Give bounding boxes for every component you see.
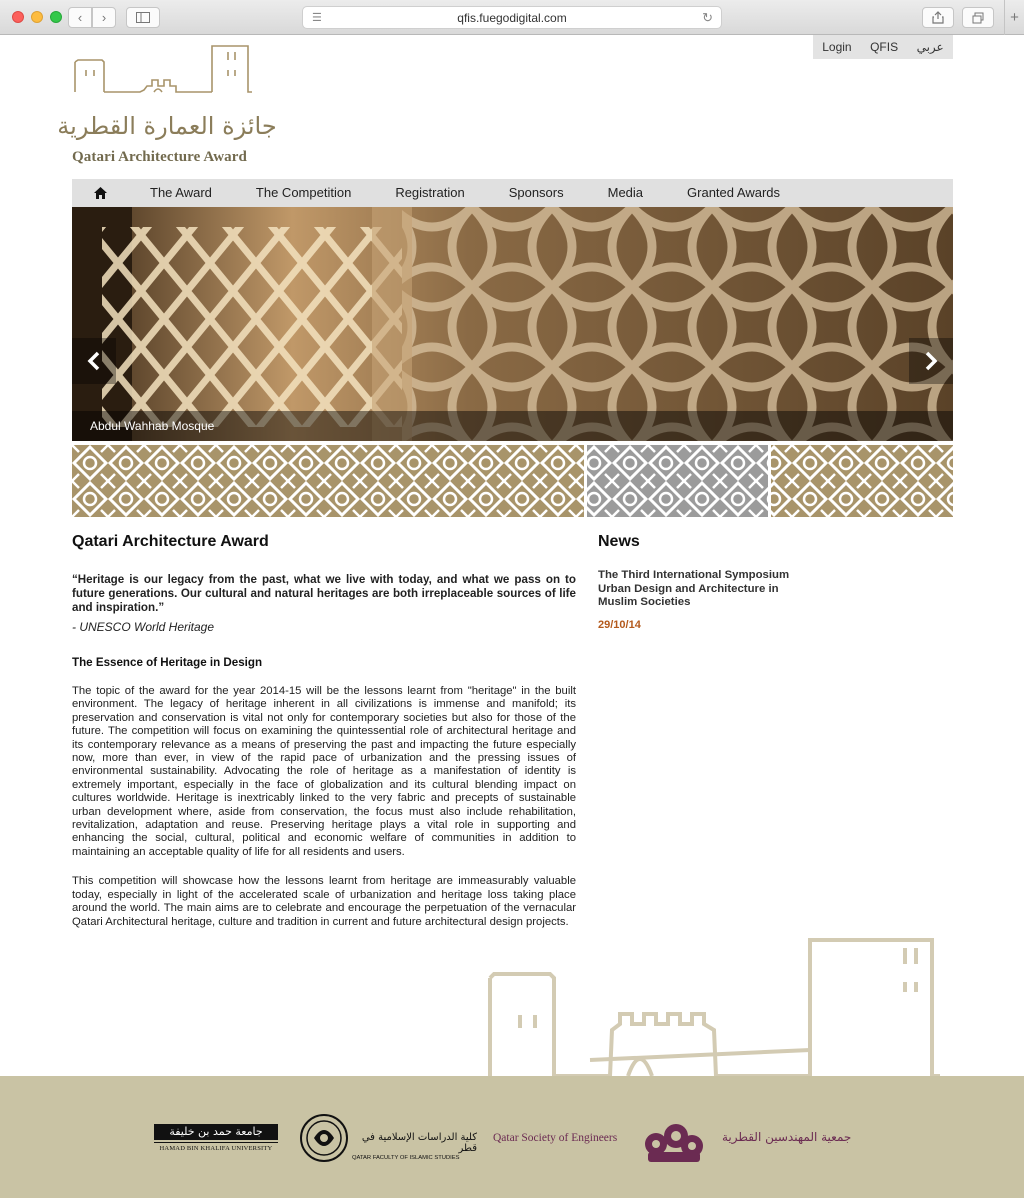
slider-next-button[interactable]	[909, 338, 953, 384]
chevron-right-icon	[924, 351, 938, 371]
nav-item-the-award[interactable]: The Award	[150, 185, 212, 200]
hbku-logo[interactable]	[154, 1124, 278, 1152]
sidebar-button[interactable]	[126, 7, 160, 28]
nav-item-media[interactable]: Media	[607, 185, 644, 200]
page-title: Qatari Architecture Award	[72, 533, 269, 550]
address-bar[interactable]	[302, 6, 722, 29]
qfis-seal-icon	[300, 1112, 348, 1164]
skyline-logo-graphic	[57, 42, 277, 142]
minimize-window-button[interactable]	[31, 11, 43, 23]
chevron-left-icon	[87, 351, 101, 371]
footer-sponsors	[0, 1076, 1024, 1198]
news-sidebar	[598, 533, 798, 631]
skyline-illustration	[480, 930, 950, 1080]
zoom-window-button[interactable]	[50, 11, 62, 23]
chevron-right-icon: ›	[101, 10, 107, 25]
reader-icon[interactable]: ☰	[312, 12, 322, 24]
arabic-language-link[interactable]: عربي	[916, 40, 944, 54]
back-button[interactable]	[68, 7, 92, 28]
login-link[interactable]: Login	[822, 40, 852, 54]
slider-prev-button[interactable]	[72, 338, 116, 384]
new-tab-button[interactable]	[1004, 0, 1024, 35]
qse-emblem[interactable]	[642, 1116, 706, 1166]
url-text: qfis.fuegodigital.com	[457, 10, 567, 25]
hbku-english-text: HAMAD BIN KHALIFA UNIVERSITY	[154, 1142, 278, 1152]
share-icon	[932, 11, 944, 24]
hbku-arabic-text: جامعة حمد بن خليفة	[154, 1124, 278, 1140]
tabs-overview-button[interactable]	[962, 7, 994, 28]
nav-item-the-competition[interactable]: The Competition	[255, 185, 352, 200]
section-subtitle: The Essence of Heritage in Design	[72, 656, 263, 669]
qfis-english-text: QATAR FACULTY OF ISLAMIC STUDIES	[352, 1155, 460, 1161]
nav-item-registration[interactable]: Registration	[395, 185, 465, 200]
body-paragraph-1: The topic of the award for the year 2014-15 will be the lessons learnt from "heritage" in the built environment. The legacy of heritage inherent in all civilizations is immense and manifold; its preservation and conservation is vital not only for contemporary societies but also for those of the future. The competition will focus on examining the quintessential role of architectural heritage and its contemporary relevance as a means of preserving the past and impacting the future especially now, more than ever, in view of the rapid pace of urbanization and the pressing issues of environmental sustainability. Advocating the role of heritage as a manifestation of identity is extremely important, especially in the face of globalization and its cultural blending impact on cultures worldwide. Heritage is inextricably linked to the very fabric and precepts of sustainable urban development where, aside from conservation, the focus must also include rehabilitation, revitalization, adaptation and reuse. Preserving heritage plays a vital role in supporting and enhancing the social, cultural, political and economic welfare of communities in addition to maintaining an acceptable quality of life for all residents and users.	[72, 685, 576, 858]
nav-item-sponsors[interactable]: Sponsors	[508, 185, 564, 200]
qfis-emblem[interactable]	[300, 1112, 348, 1164]
sidebar-icon	[136, 12, 150, 23]
qse-logo-icon	[642, 1116, 706, 1166]
tabs-icon	[972, 12, 984, 24]
plus-icon: +	[1010, 9, 1019, 26]
chevron-left-icon: ‹	[77, 10, 83, 25]
news-item-title[interactable]: The Third International Symposium Urban Design and Architecture in Muslim Societies	[598, 569, 790, 609]
home-icon	[94, 187, 107, 199]
top-links	[813, 35, 953, 59]
forward-button[interactable]	[92, 7, 116, 28]
logo-english-text: Qatari Architecture Award	[72, 149, 247, 165]
logo-arabic-text: جائزة العمارة القطرية	[57, 112, 277, 140]
quote-source: - UNESCO World Heritage	[72, 620, 215, 634]
qfis-link[interactable]: QFIS	[870, 40, 899, 54]
nav-item-granted-awards[interactable]: Granted Awards	[687, 185, 781, 200]
browser-toolbar	[0, 0, 1024, 35]
qse-arabic-text[interactable]: جمعية المهندسين القطرية	[722, 1130, 852, 1144]
main-content	[72, 533, 576, 929]
decorative-pattern-strip	[72, 445, 953, 517]
share-button[interactable]	[922, 7, 954, 28]
slider-caption: Abdul Wahhab Mosque	[72, 411, 953, 441]
heritage-quote: “Heritage is our legacy from the past, what we live with today, and what we pass on to future generations. Our cultural and natural heritages are both irreplaceable sources of life and inspiration.”	[72, 573, 576, 614]
main-nav	[72, 179, 953, 207]
qse-english-text[interactable]: Qatar Society of Engineers	[493, 1132, 618, 1144]
reload-icon[interactable]: ↻	[702, 10, 713, 25]
home-button[interactable]	[72, 179, 128, 207]
qfis-arabic-text: كلية الدراسات الإسلامية في قطر	[361, 1132, 477, 1154]
news-item-date: 29/10/14	[598, 618, 641, 631]
hero-slider-image	[72, 207, 953, 441]
qfis-logo-text[interactable]	[352, 1132, 477, 1161]
close-window-button[interactable]	[12, 11, 24, 23]
news-heading: News	[598, 533, 640, 550]
body-paragraph-2: This competition will showcase how the lessons learnt from heritage are immeasurably valuable today, especially in light of the accelerated scale of urbanization and heritage loss taking place around the world. The main aims are to celebrate and encourage the perpetuation of the vernacular Qatari Architectural heritage, culture and tradition in current and future architectural design projects.	[72, 875, 576, 928]
